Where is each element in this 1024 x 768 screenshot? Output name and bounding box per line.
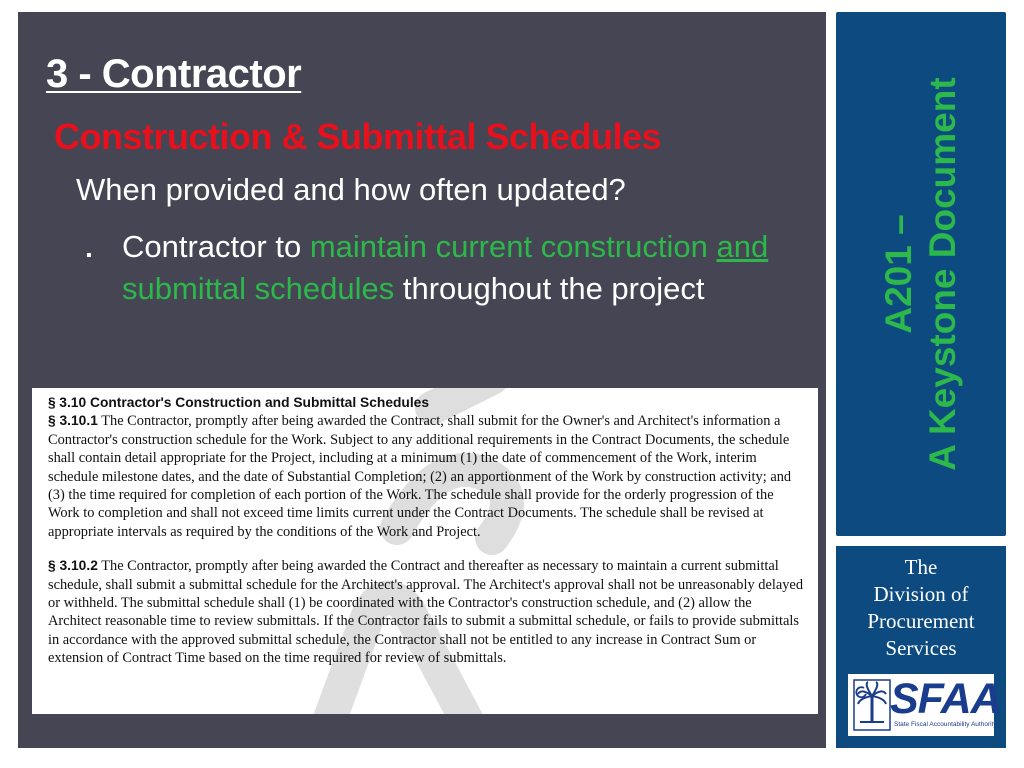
sidebar-title-panel xyxy=(836,12,1006,536)
division-name: The Division of Procurement Services xyxy=(867,555,975,660)
sidebar-division-panel xyxy=(836,546,1006,748)
bullet-text-part: throughout the project xyxy=(394,271,705,306)
palmetto-icon xyxy=(852,678,892,732)
slide-question: When provided and how often updated? xyxy=(76,172,626,207)
bullet-item xyxy=(86,226,802,310)
contract-document-excerpt xyxy=(32,388,818,714)
bullet-highlight: maintain current construction xyxy=(309,229,708,264)
bullet-highlight-underlined: and xyxy=(716,229,769,264)
sfaa-logo-tagline: State Fiscal Accountability Authority xyxy=(894,721,997,728)
section-text: The Contractor, promptly after being awarded the Contract and thereafter as necessary to maintain a current submittal schedule, shall submit a submittal schedule for the Architect's approval. The Architect's approval shall not be unreasonably delayed or withheld. The submittal schedule shall (1) be coordinated with the Contractor's construction schedule, and (2) allow the Architect reasonable time to review submittals. If the Contractor fails to submit a submittal schedule, or fails to provide submittals in accordance with the approved submittal schedule, the Contractor shall not be entitled to any increase in Contract Sum or extension of Contract Time based on the time required for review of submittals. xyxy=(48,558,804,667)
section-number: § 3.10.1 xyxy=(48,413,98,429)
vertical-title xyxy=(877,77,965,470)
sfaa-logo-letters: SFAA xyxy=(890,675,1001,723)
square-bullet-icon: ▪ xyxy=(86,247,92,264)
slide-subtitle: Construction & Submittal Schedules xyxy=(54,116,662,157)
slide-title: 3 - Contractor xyxy=(46,52,302,96)
section-text: The Contractor, promptly after being awarded the Contract, shall submit for the Owner's and Architect's information a Contractor's construction schedule for the Work. Subject to any additional requirements in the Contract Documents, the schedule shall contain detail appropriate for the Project, including at a minimum (1) the date of commencement of the Work, interim schedule milestone dates, and the date of Substantial Completion; (2) an apportionment of the Work by construction activity; and (3) the time required for completion of each portion of the Work. The schedule shall provide for the orderly progression of the Work to completion and shall not exceed time limits current under the Contract Documents. The schedule shall be revised at appropriate intervals as required by the conditions of the Work and Project. xyxy=(48,413,792,540)
bullet-text-part: Contractor to xyxy=(122,229,310,264)
sfaa-logo xyxy=(848,674,1001,736)
section-3-10-2 xyxy=(48,557,806,667)
document-heading: § 3.10 Contractor's Construction and Submittal Schedules xyxy=(48,395,430,410)
slide-main-panel xyxy=(18,12,826,748)
section-number: § 3.10.2 xyxy=(48,558,98,574)
vertical-title-line: A201 – xyxy=(878,214,919,334)
section-3-10-1 xyxy=(48,412,806,541)
vertical-title-line: A Keystone Document xyxy=(922,77,963,471)
document-heading-text: 3.10 Contractor's Construction and Submittal Schedules xyxy=(59,395,430,410)
bullet-highlight: submittal schedules xyxy=(122,271,395,306)
